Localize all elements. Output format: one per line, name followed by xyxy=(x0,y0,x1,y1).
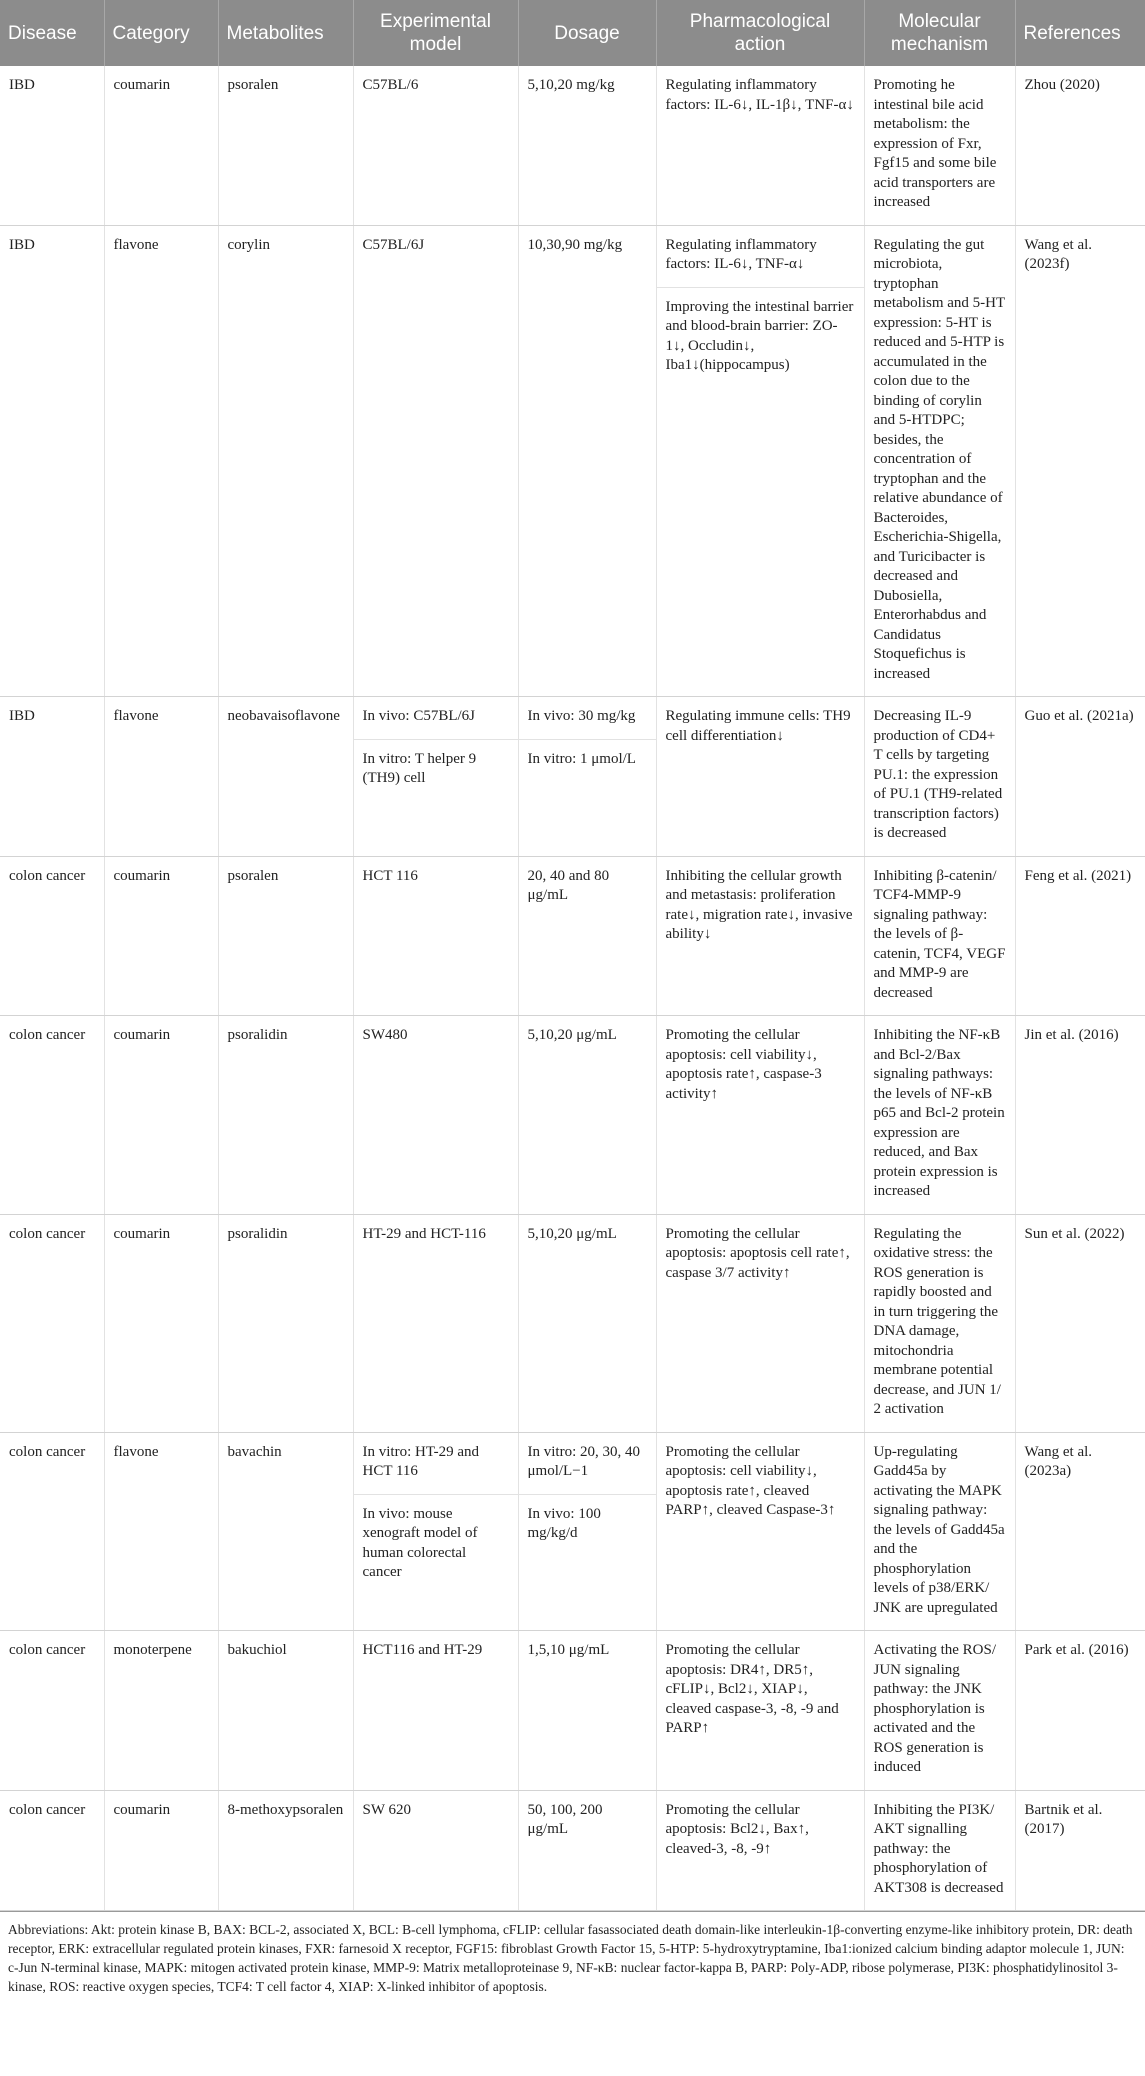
cell-category: flavone xyxy=(104,225,218,697)
cell-model xyxy=(353,697,518,857)
cell-category: coumarin xyxy=(104,1790,218,1911)
cell-metabolite: bakuchiol xyxy=(218,1631,353,1791)
header-molecular-mechanism: Molecular mechanism xyxy=(864,0,1015,66)
cell-action: Inhibiting the cellular growth and metastasis: proliferation rate↓, migration rate↓, invasive ability↓ xyxy=(656,856,864,1016)
table-row xyxy=(0,1631,1145,1791)
cell-dosage: 1,5,10 μg/mL xyxy=(518,1631,656,1791)
table-row xyxy=(0,225,1145,697)
cell-action: Promoting the cellular apoptosis: Bcl2↓, Bax↑, cleaved-3, -8, -9↑ xyxy=(656,1790,864,1911)
cell-disease: IBD xyxy=(0,66,104,225)
cell-action xyxy=(656,225,864,697)
cell-model xyxy=(353,1432,518,1631)
cell-metabolite: bavachin xyxy=(218,1432,353,1631)
cell-mechanism: Inhibiting the NF-κB and Bcl-2/Bax signaling pathways: the levels of NF-κB p65 and Bcl-2 protein expression are reduced, and Bax protein expression is increased xyxy=(864,1016,1015,1215)
cell-disease: colon cancer xyxy=(0,1432,104,1631)
cell-metabolite: psoralen xyxy=(218,66,353,225)
cell-metabolite: psoralidin xyxy=(218,1016,353,1215)
cell-action: Promoting the cellular apoptosis: DR4↑, DR5↑, cFLIP↓, Bcl2↓, XIAP↓, cleaved caspase-3, -8, -9 and PARP↑ xyxy=(656,1631,864,1791)
cell-model: HT-29 and HCT-116 xyxy=(353,1214,518,1432)
model-part: In vivo: mouse xenograft model of human colorectal cancer xyxy=(354,1494,518,1595)
cell-reference: Guo et al. (2021a) xyxy=(1015,697,1145,857)
cell-action: Promoting the cellular apoptosis: apoptosis cell rate↑, caspase 3/7 activity↑ xyxy=(656,1214,864,1432)
cell-mechanism: Activating the ROS/ JUN signaling pathway: the JNK phosphorylation is activated and the ROS generation is induced xyxy=(864,1631,1015,1791)
cell-model: HCT116 and HT-29 xyxy=(353,1631,518,1791)
model-part: In vitro: T helper 9 (TH9) cell xyxy=(354,739,518,801)
cell-disease: colon cancer xyxy=(0,1214,104,1432)
cell-dosage: 10,30,90 mg/kg xyxy=(518,225,656,697)
cell-dosage: 5,10,20 μg/mL xyxy=(518,1214,656,1432)
cell-category: coumarin xyxy=(104,66,218,225)
cell-mechanism: Regulating the gut microbiota, tryptophan metabolism and 5-HT expression: 5-HT is reduced and 5-HTP is accumulated in the colon due to the binding of corylin and 5-HTDPC; besides, the concentration of tryptophan and the relative abundance of Bacteroides, Escherichia-Shigella, and Turicibacter is decreased and Dubosiella, Enterorhabdus and Candidatus Stoquefichus is increased xyxy=(864,225,1015,697)
cell-reference: Jin et al. (2016) xyxy=(1015,1016,1145,1215)
cell-reference: Wang et al. (2023a) xyxy=(1015,1432,1145,1631)
cell-model: SW 620 xyxy=(353,1790,518,1911)
cell-action: Promoting the cellular apoptosis: cell viability↓, apoptosis rate↑, cleaved PARP↑, cleaved Caspase-3↑ xyxy=(656,1432,864,1631)
cell-dosage: 5,10,20 μg/mL xyxy=(518,1016,656,1215)
cell-category: coumarin xyxy=(104,1016,218,1215)
cell-category: flavone xyxy=(104,1432,218,1631)
abbreviations-footnote: Abbreviations: Akt: protein kinase B, BAX: BCL-2, associated X, BCL: B-cell lymphoma, cFLIP: cellular fasassociated death domain-like interleukin-1β-converting enzyme-like inhibitory protein, DR: death receptor, ERK: extracellular regulated protein kinases, FXR: farnesoid X receptor, FGF15: fibroblast Growth Factor 15, 5-HTP: 5-hydroxytryptamine, Iba1:ionized calcium binding adaptor molecule 1, JUN: c-Jun N-terminal kinase, MAPK: mitogen activated protein kinase, MMP-9: Matrix metalloproteinase 9, NF-κB: nuclear factor-kappa B, PARP: Poly-ADP, ribose polymerase, PI3K: phosphatidylinositol 3-kinase, ROS: reactive oxygen species, TCF4: T cell factor 4, XIAP: X-linked inhibitor of apoptosis. xyxy=(0,1911,1145,1996)
cell-disease: colon cancer xyxy=(0,856,104,1016)
cell-model: HCT 116 xyxy=(353,856,518,1016)
cell-reference: Wang et al. (2023f) xyxy=(1015,225,1145,697)
cell-disease: colon cancer xyxy=(0,1790,104,1911)
table-header xyxy=(0,0,1145,66)
cell-dosage xyxy=(518,1432,656,1631)
model-part: In vitro: HT-29 and HCT 116 xyxy=(362,1443,480,1479)
header-references: References xyxy=(1015,0,1145,66)
cell-metabolite: 8-methoxypsoralen xyxy=(218,1790,353,1911)
cell-model: C57BL/6J xyxy=(353,225,518,697)
header-dosage: Dosage xyxy=(518,0,656,66)
cell-mechanism: Inhibiting β-catenin/ TCF4-MMP-9 signaling pathway: the levels of β-catenin, TCF4, VEGF and MMP-9 are decreased xyxy=(864,856,1015,1016)
cell-model: C57BL/6 xyxy=(353,66,518,225)
cell-reference: Sun et al. (2022) xyxy=(1015,1214,1145,1432)
table-row xyxy=(0,1432,1145,1631)
header-disease: Disease xyxy=(0,0,104,66)
dosage-part: In vitro: 20, 30, 40 μmol/L−1 xyxy=(527,1443,640,1479)
table-row xyxy=(0,1214,1145,1432)
cell-category: flavone xyxy=(104,697,218,857)
header-metabolites: Metabolites xyxy=(218,0,353,66)
cell-reference: Zhou (2020) xyxy=(1015,66,1145,225)
cell-mechanism: Decreasing IL-9 production of CD4+ T cells by targeting PU.1: the expression of PU.1 (TH9-related transcription factors) is decreased xyxy=(864,697,1015,857)
cell-category: coumarin xyxy=(104,856,218,1016)
cell-action: Promoting the cellular apoptosis: cell viability↓, apoptosis rate↑, caspase-3 activity↑ xyxy=(656,1016,864,1215)
header-pharmacological-action: Pharmacological action xyxy=(656,0,864,66)
table-body xyxy=(0,66,1145,1911)
cell-mechanism: Regulating the oxidative stress: the ROS generation is rapidly boosted and in turn triggering the DNA damage, mitochondria membrane potential decrease, and JUN 1/ 2 activation xyxy=(864,1214,1015,1432)
header-category: Category xyxy=(104,0,218,66)
cell-disease: colon cancer xyxy=(0,1016,104,1215)
cell-dosage: 50, 100, 200 μg/mL xyxy=(518,1790,656,1911)
cell-dosage: 20, 40 and 80 μg/mL xyxy=(518,856,656,1016)
cell-reference: Bartnik et al. (2017) xyxy=(1015,1790,1145,1911)
table-row xyxy=(0,697,1145,857)
cell-mechanism: Promoting he intestinal bile acid metabolism: the expression of Fxr, Fgf15 and some bile acid transporters are increased xyxy=(864,66,1015,225)
cell-action: Regulating inflammatory factors: IL-6↓, IL-1β↓, TNF-α↓ xyxy=(656,66,864,225)
cell-model: SW480 xyxy=(353,1016,518,1215)
table-row xyxy=(0,856,1145,1016)
table-row xyxy=(0,66,1145,225)
cell-metabolite: neobavaisoflavone xyxy=(218,697,353,857)
cell-category: monoterpene xyxy=(104,1631,218,1791)
cell-category: coumarin xyxy=(104,1214,218,1432)
dosage-part: In vivo: 100 mg/kg/d xyxy=(519,1494,656,1556)
cell-action: Regulating immune cells: TH9 cell differentiation↓ xyxy=(656,697,864,857)
dosage-part: In vivo: 30 mg/kg xyxy=(527,708,636,724)
cell-disease: IBD xyxy=(0,697,104,857)
cell-metabolite: psoralen xyxy=(218,856,353,1016)
dosage-part: In vitro: 1 μmol/L xyxy=(519,739,656,782)
cell-metabolite: corylin xyxy=(218,225,353,697)
cell-dosage xyxy=(518,697,656,857)
cell-metabolite: psoralidin xyxy=(218,1214,353,1432)
cell-disease: IBD xyxy=(0,225,104,697)
action-part: Regulating inflammatory factors: IL-6↓, TNF-α↓ xyxy=(665,236,817,272)
cell-disease: colon cancer xyxy=(0,1631,104,1791)
cell-mechanism: Up-regulating Gadd45a by activating the MAPK signaling pathway: the levels of Gadd45a and the phosphorylation levels of p38/ERK/ JNK are upregulated xyxy=(864,1432,1015,1631)
cell-reference: Park et al. (2016) xyxy=(1015,1631,1145,1791)
model-part: In vivo: C57BL/6J xyxy=(362,708,476,724)
cell-reference: Feng et al. (2021) xyxy=(1015,856,1145,1016)
cell-mechanism: Inhibiting the PI3K/ AKT signalling pathway: the phosphorylation of AKT308 is decreased xyxy=(864,1790,1015,1911)
header-experimental-model: Experimental model xyxy=(353,0,518,66)
table-row xyxy=(0,1790,1145,1911)
action-part: Improving the intestinal barrier and blood-brain barrier: ZO-1↓, Occludin↓, Iba1↓(hippocampus) xyxy=(657,287,864,388)
table-row xyxy=(0,1016,1145,1215)
cell-dosage: 5,10,20 mg/kg xyxy=(518,66,656,225)
